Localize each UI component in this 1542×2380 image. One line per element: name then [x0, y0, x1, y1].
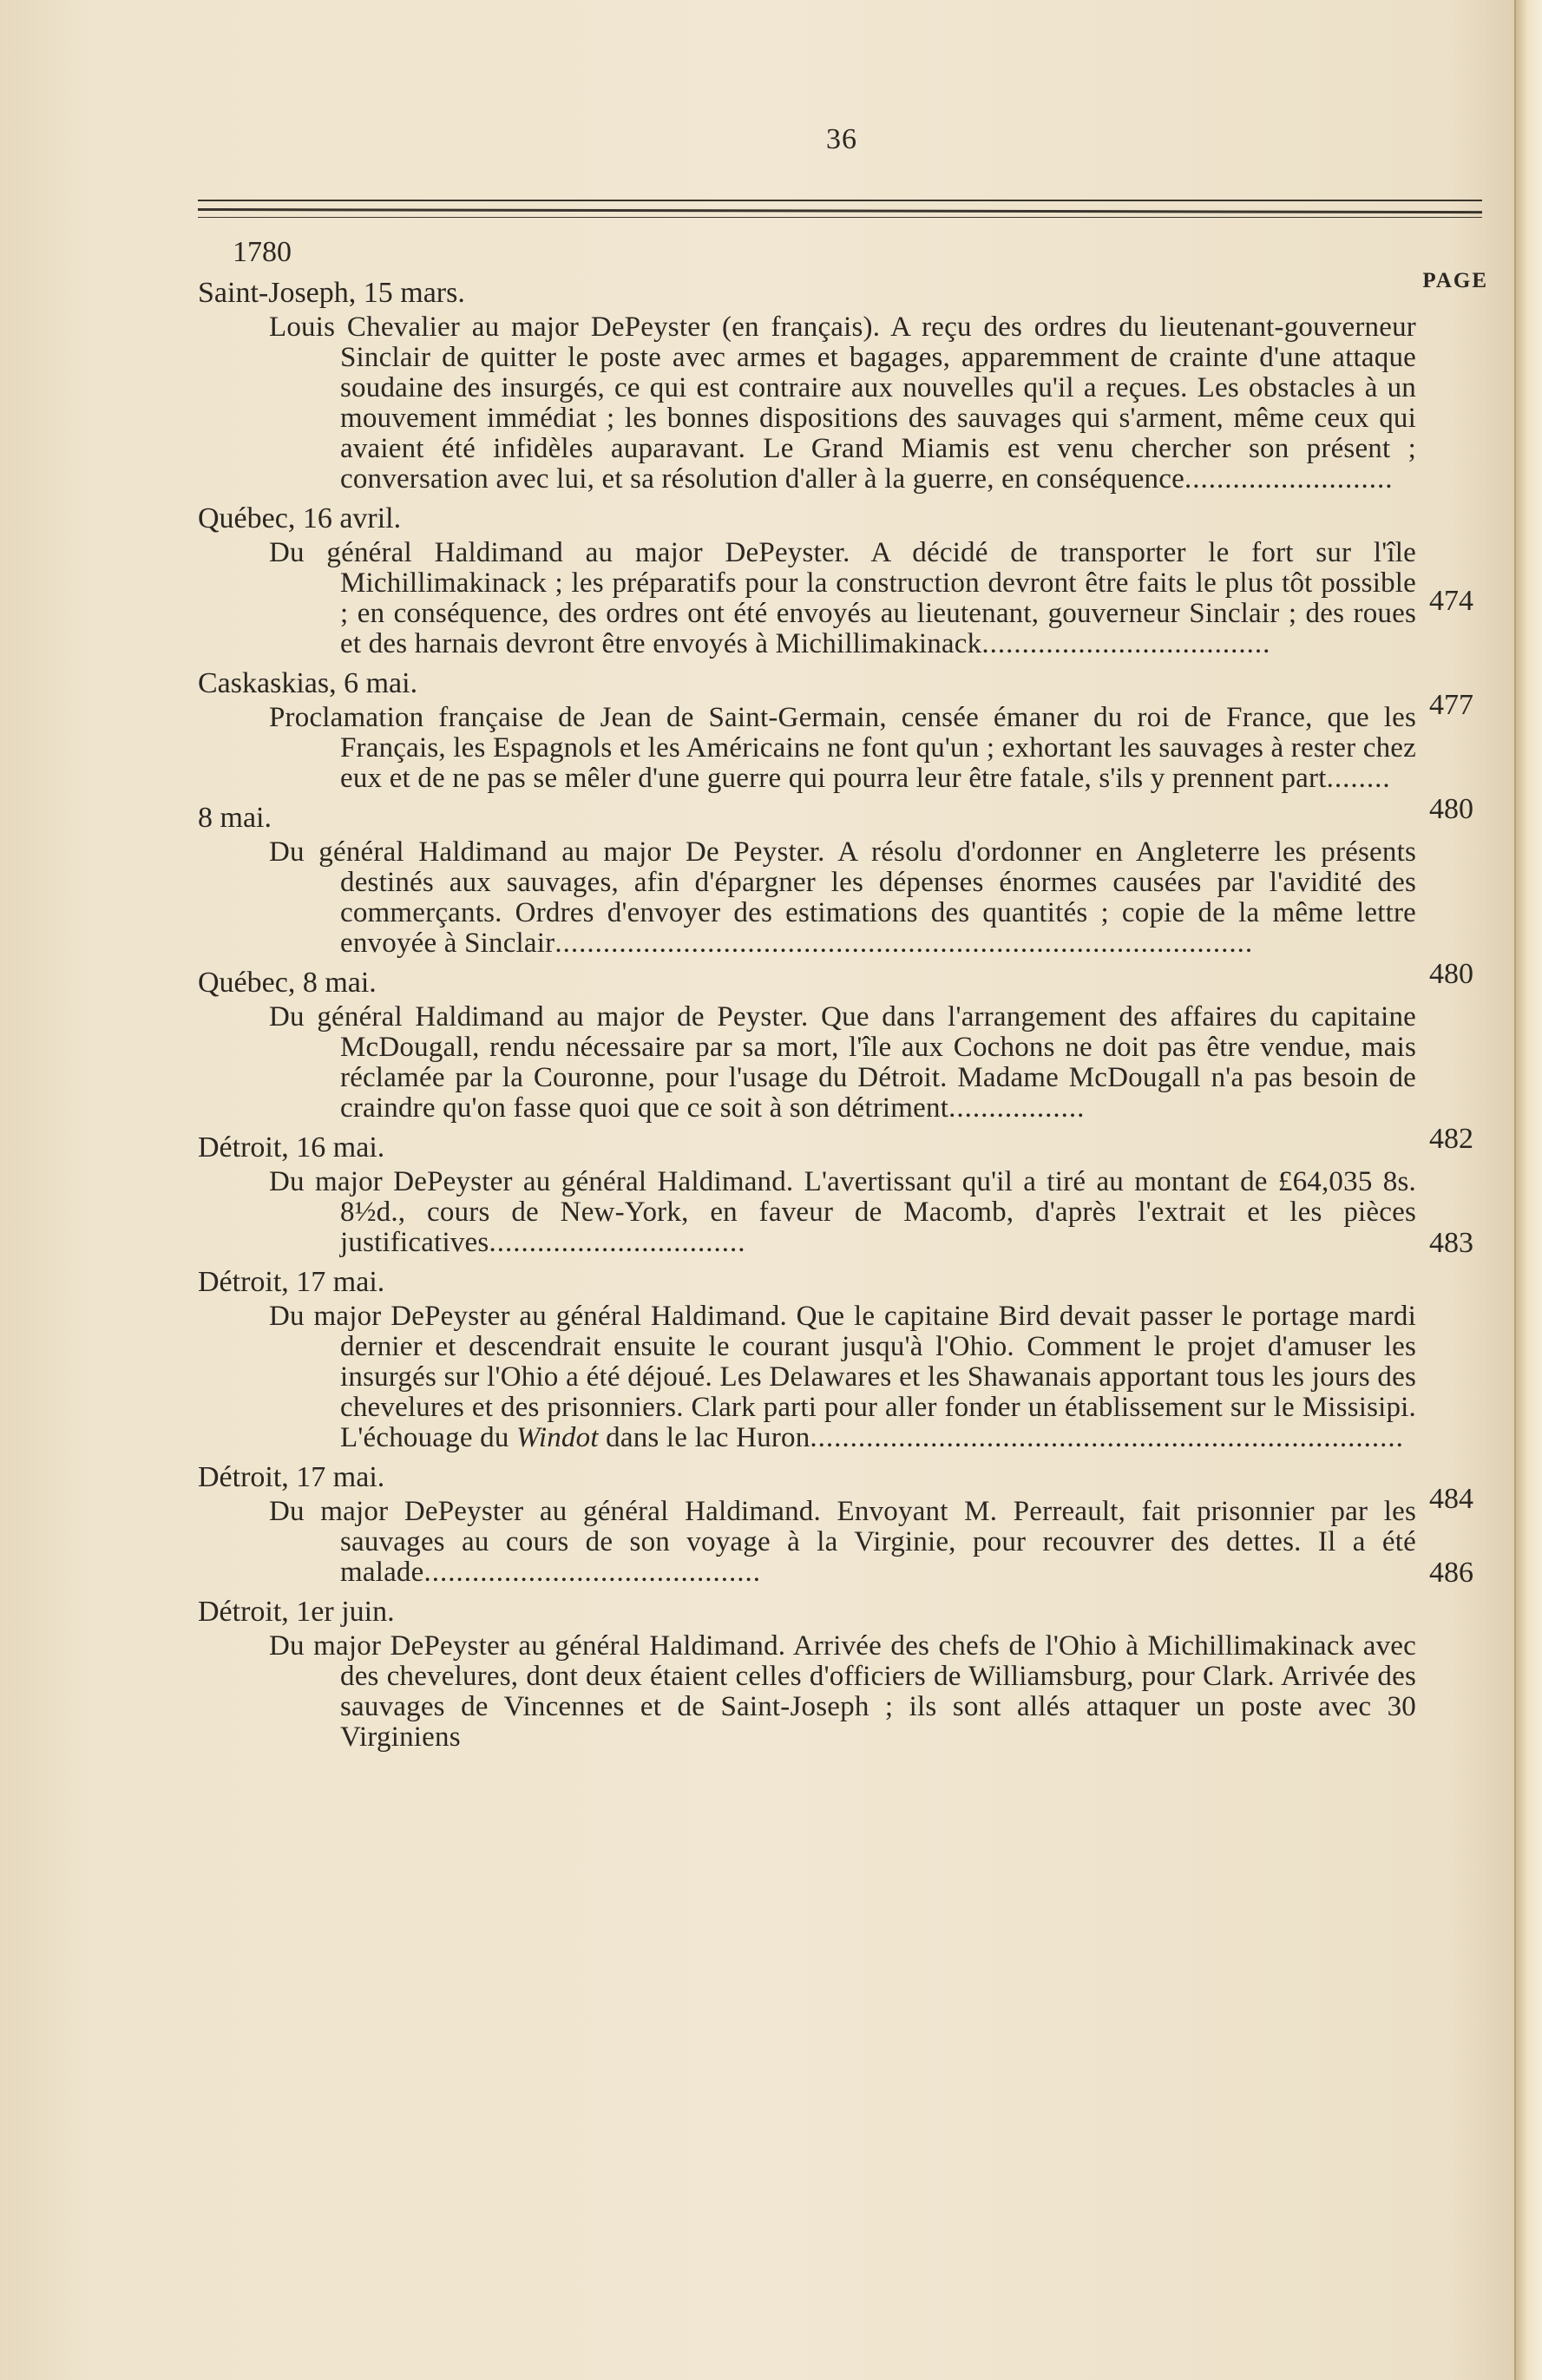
entry-page-ref: 474	[1429, 585, 1473, 617]
entry	[198, 1263, 1491, 1515]
entry-page-ref: 482	[1429, 1123, 1473, 1155]
entry-place-date: Détroit, 17 mai.	[198, 1461, 385, 1493]
entry-page-ref: 480	[1429, 958, 1473, 990]
entry-description: Du général Haldimand au major DePeyster. A décidé de transporter le fort sur l'île Michillimakinack ; les préparatifs pour la construction devront être faits le plus tôt possible ; en conséquence, des ordres ont été envoyés au lieutenant, gouverneur Sinclair ; des roues et des harnais devront être envoyés à Michillimakinack....................................	[269, 537, 1416, 659]
entry-place-date: Détroit, 17 mai.	[198, 1266, 385, 1298]
entry-description: Du major DePeyster au général Haldimand. L'avertissant qu'il a tiré au montant de £64,035 8s. 8½d., cours de New-York, en faveur de Macomb, d'après l'extrait et les pièces justificatives................................	[269, 1166, 1416, 1258]
entry-description: Louis Chevalier au major DePeyster (en français). A reçu des ordres du lieutenant-gouverneur Sinclair de quitter le poste avec armes et bagages, apparemment de crainte d'une attaque soudaine des insurgés, ce qui est contraire aux nouvelles qu'il a reçues. Les obstacles à un mouvement immédiat ; les bonnes dispositions des sauvages qui s'arment, même ceux qui avaient été infidèles auparavant. Le Grand Miamis est venu chercher son présent ; conversation avec lui, et sa résolution d'aller à la guerre, en conséquence..........................	[269, 311, 1416, 495]
entry-description: Du major DePeyster au général Haldimand. Envoyant M. Perreault, fait prisonnier par les sauvages au cours de son voyage à la Virginie, pour recouvrer des dettes. Il a été malade..........................................	[269, 1496, 1416, 1588]
entry-page-ref: 483	[1429, 1227, 1473, 1259]
entry-description: Du général Haldimand au major De Peyster. A résolu d'ordonner en Angleterre les présents destinés aux sauvages, afin d'épargner les dépenses énormes causées par l'avidité des commerçants. Ordres d'envoyer des estimations des quantités ; copie de la même lettre envoyée à Sinclair.......................................................................................	[269, 836, 1416, 959]
entry-page-ref: 486	[1429, 1557, 1473, 1589]
ship-name: Windot	[516, 1422, 599, 1453]
entry-page-ref: 480	[1429, 793, 1473, 825]
entry-page-ref: 477	[1429, 689, 1473, 721]
year-heading: 1780	[233, 236, 292, 268]
entry-place-date: 8 mai.	[198, 802, 272, 834]
entry-place-date: Saint-Joseph, 15 mars.	[198, 277, 465, 309]
entry-description: Proclamation française de Jean de Saint-Germain, censée émaner du roi de France, que les Français, les Espagnols et les Américains ne font qu'un ; exhortant les sauvages à rester chez eux et de ne pas se mêler d'une guerre qui pourra leur être fatale, s'ils y prennent part........	[269, 702, 1416, 794]
page-edge	[1514, 0, 1542, 2380]
header-rule-top	[198, 200, 1482, 201]
entry-description: Du major DePeyster au général Haldimand. Arrivée des chefs de l'Ohio à Michillimakinack avec des chevelures, dont deux étaient celles d'officiers de Williamsburg, pour Clark. Arrivée des sauvages de Vincennes et de Saint-Joseph ; ils sont allés attaquer un poste avec 30 Virginiens	[269, 1630, 1416, 1753]
page-number: 36	[826, 123, 857, 155]
header-rule-bottom	[198, 217, 1482, 218]
entry	[198, 1129, 1491, 1258]
entry-page-ref: 484	[1429, 1483, 1473, 1515]
entry-place-date: Détroit, 1er juin.	[198, 1596, 395, 1628]
entry-place-date: Caskaskias, 6 mai.	[198, 667, 418, 699]
page-column-header: PAGE	[1422, 269, 1488, 292]
calendar-entries	[198, 269, 1491, 1753]
entry-place-date: Détroit, 16 mai.	[198, 1131, 385, 1164]
header-rule-middle	[198, 208, 1482, 213]
entry-place-date: Québec, 8 mai.	[198, 967, 377, 999]
entry	[198, 1459, 1491, 1588]
entry-description: Du général Haldimand au major de Peyster. Que dans l'arrangement des affaires du capitaine McDougall, rendu nécessaire par sa mort, l'île aux Cochons ne doit pas être vendue, mais réclamée par la Couronne, pour l'usage du Détroit. Madame McDougall n'a pas besoin de craindre qu'on fasse quoi que ce soit à son détriment.................	[269, 1001, 1416, 1124]
entry-description: Du major DePeyster au général Haldimand. Que le capitaine Bird devait passer le portage mardi dernier et descendrait ensuite le courant jusqu'à l'Ohio. Comment le projet d'amuser les insurgés sur l'Ohio a été déjoué. Les Delawares et les Shawanais apportant tous les jours des chevelures et des prisonniers. Clark parti pour aller fonder un établissement sur le Missisipi. L'échouage du Windot dans le lac Huron..........................................................................	[269, 1301, 1416, 1453]
entry-place-date: Québec, 16 avril.	[198, 502, 402, 534]
entry	[198, 1593, 1491, 1753]
